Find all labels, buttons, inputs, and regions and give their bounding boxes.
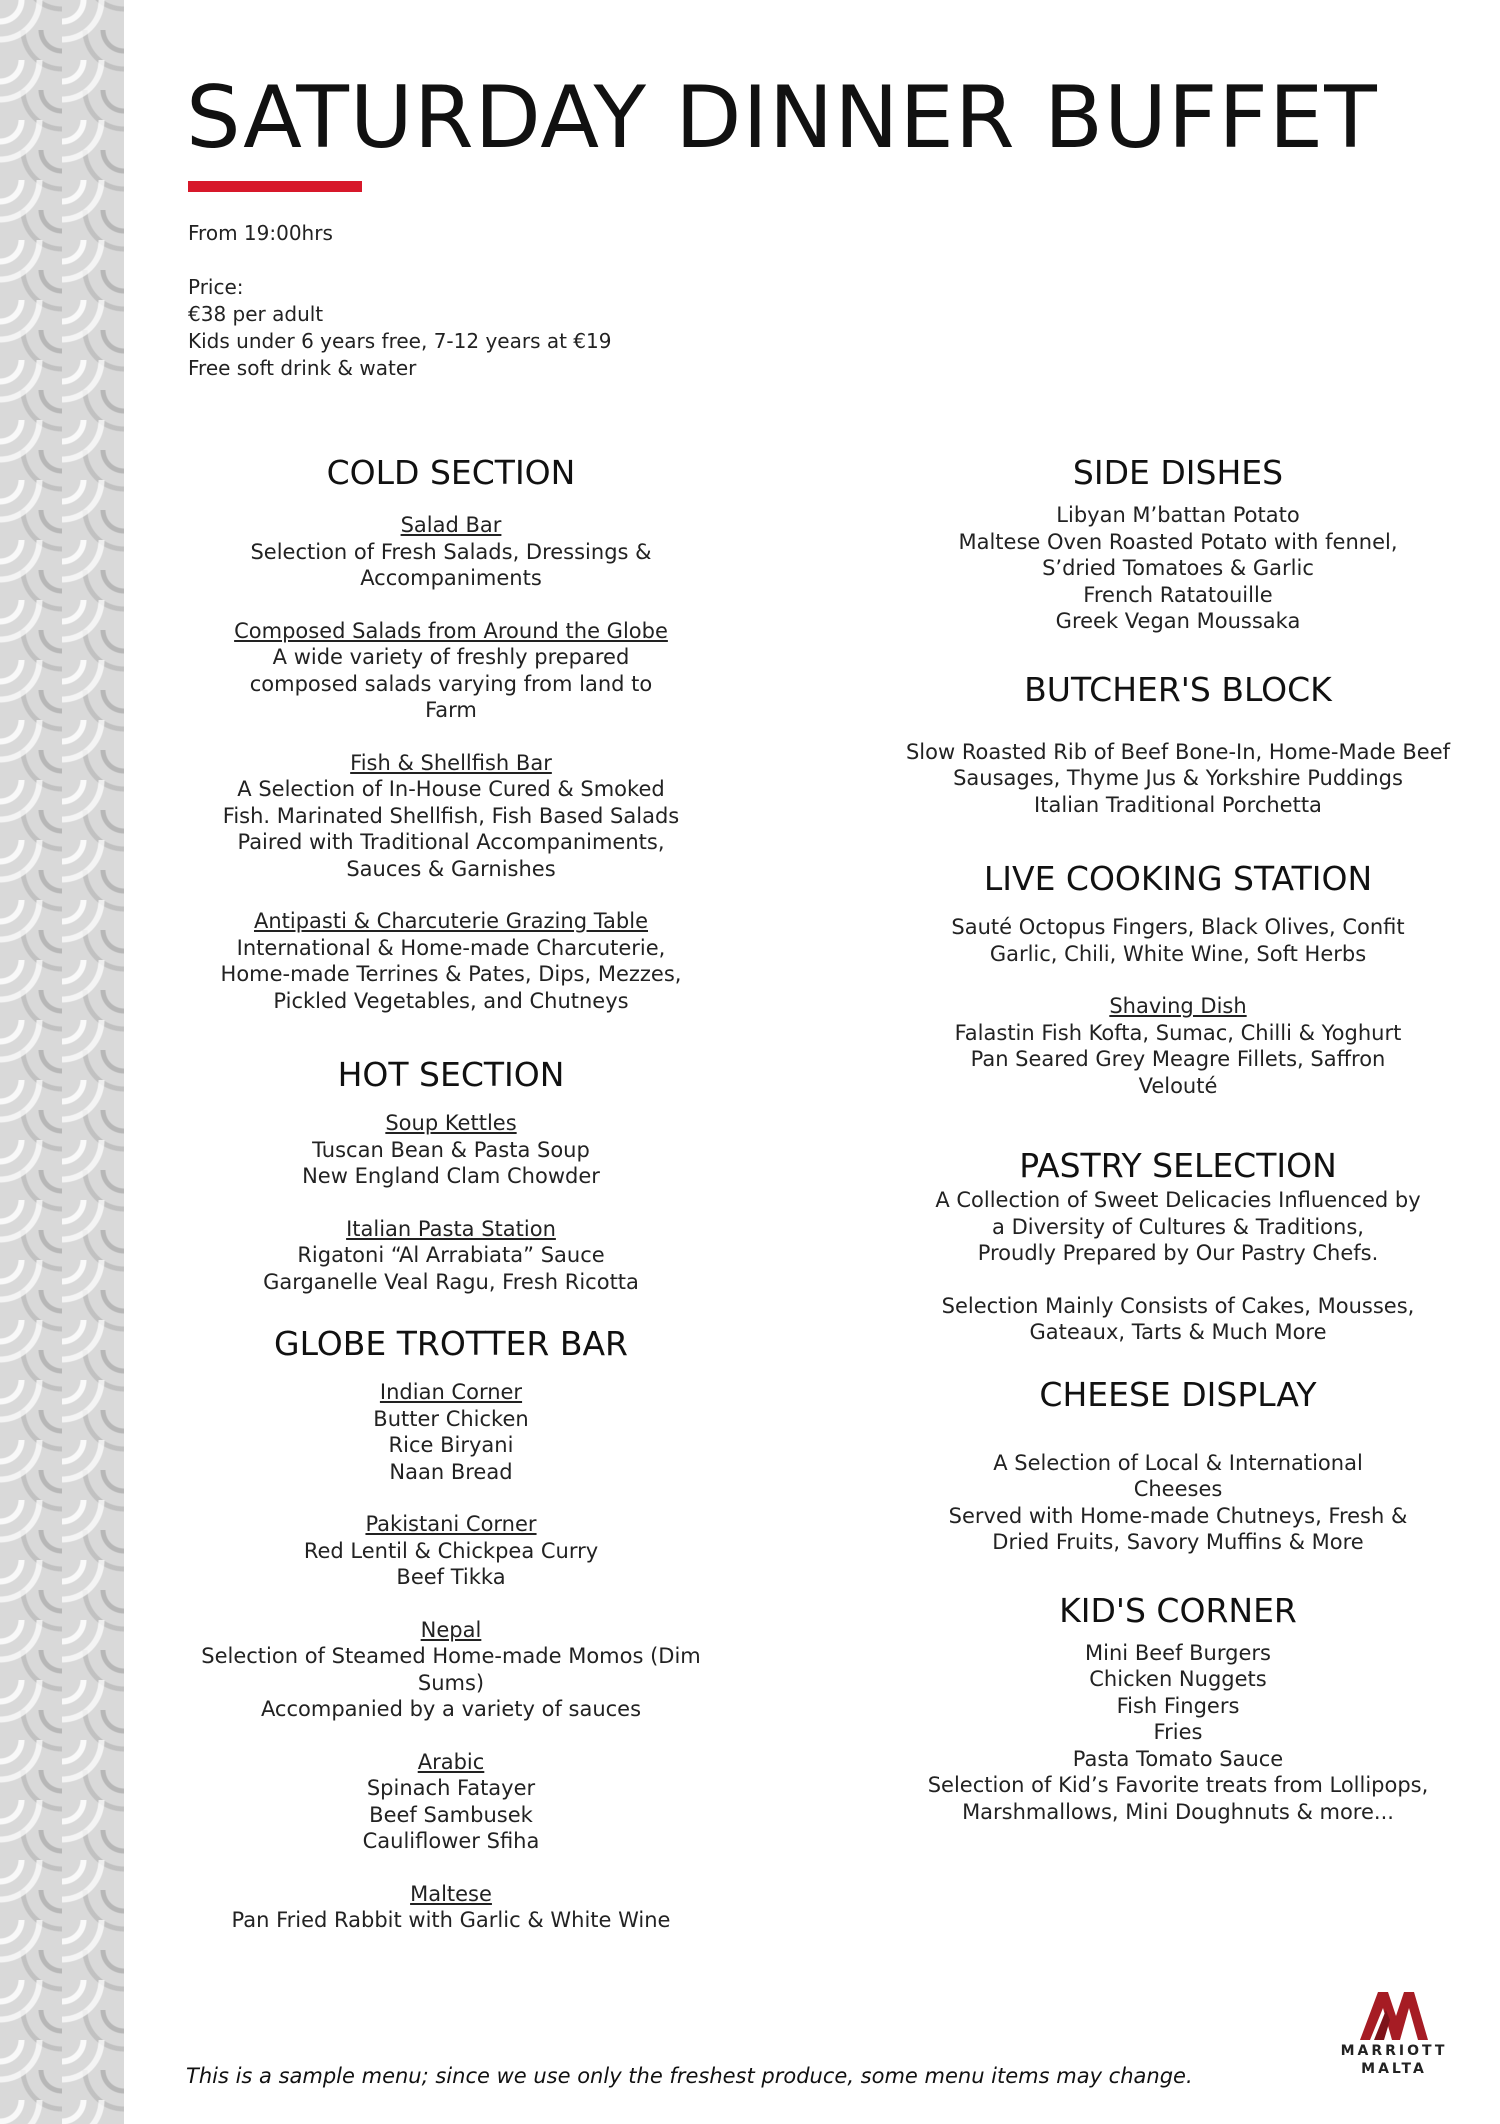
globe-trotter-heading: GLOBE TROTTER BAR <box>274 1324 628 1363</box>
arabic-title: Arabic <box>417 1749 485 1774</box>
live-cooking-heading: LIVE COOKING STATION <box>983 859 1373 898</box>
sample-menu-disclaimer: This is a sample menu; since we use only the freshest produce, some menu items may change. <box>186 2064 1193 2088</box>
logo-line-2: MALTA <box>1361 2061 1427 2077</box>
menu-line: Accompaniments <box>360 566 542 590</box>
menu-line: S’dried Tomatoes & Garlic <box>1042 556 1314 580</box>
menu-line: Slow Roasted Rib of Beef Bone-In, Home-Made Beef <box>905 739 1451 764</box>
indian-corner-title: Indian Corner <box>379 1380 523 1404</box>
menu-line: Pan Seared Grey Meagre Fillets, Saffron <box>970 1047 1386 1071</box>
menu-line: Pasta Tomato Sauce <box>1072 1746 1284 1771</box>
menu-line: Marshmallows, Mini Doughnuts & more... <box>962 1799 1394 1824</box>
menu-line: Libyan M’battan Potato <box>1056 503 1300 527</box>
menu-line: International & Home-made Charcuterie, <box>236 935 666 960</box>
menu-line: Gateaux, Tarts & Much More <box>1029 1320 1327 1344</box>
menu-line: Garlic, Chili, White Wine, Soft Herbs <box>989 941 1367 966</box>
menu-line: Sausages, Thyme Jus & Yorkshire Puddings <box>953 766 1403 790</box>
antipasti-title: Antipasti & Charcuterie Grazing Table <box>253 909 649 933</box>
drinks-info: Free soft drink & water <box>188 356 417 380</box>
menu-line: Selection of Steamed Home-made Momos (Dim <box>201 1644 701 1668</box>
menu-line: Sauté Octopus Fingers, Black Olives, Confit <box>951 915 1405 939</box>
menu-line: a Diversity of Cultures & Traditions, <box>992 1214 1364 1239</box>
side-dishes-heading: SIDE DISHES <box>1072 453 1284 492</box>
menu-line: Fish. Marinated Shellfish, Fish Based Salads <box>222 803 680 828</box>
menu-line: Falastin Fish Kofta, Sumac, Chilli & Yoghurt <box>954 1020 1402 1045</box>
salad-bar-title: Salad Bar <box>400 513 502 537</box>
marriott-m-icon <box>1356 1986 1432 2042</box>
menu-line: Pickled Vegetables, and Chutneys <box>273 988 629 1013</box>
cold-section-heading: COLD SECTION <box>326 453 576 492</box>
kids-corner-heading: KID'S CORNER <box>1059 1590 1297 1630</box>
menu-right-column <box>858 452 1498 1825</box>
cheese-display-heading: CHEESE DISPLAY <box>1039 1374 1317 1414</box>
adult-price: €38 per adult <box>188 302 324 326</box>
menu-line: Home-made Terrines & Pates, Dips, Mezzes, <box>220 962 682 986</box>
fish-bar-title: Fish & Shellfish Bar <box>350 750 552 775</box>
menu-line: Beef Tikka <box>396 1565 506 1589</box>
maltese-title: Maltese <box>410 1881 492 1906</box>
soup-kettles-title: Soup Kettles <box>385 1111 517 1135</box>
nepal-title: Nepal <box>420 1617 482 1642</box>
service-info <box>188 220 611 382</box>
marriott-malta-logo <box>1324 1986 1464 2086</box>
menu-line: Butter Chicken <box>373 1406 529 1431</box>
menu-line: A Selection of In-House Cured & Smoked <box>237 777 665 801</box>
kids-price: Kids under 6 years free, 7-12 years at €19 <box>188 329 612 353</box>
menu-line: Cauliflower Sfiha <box>362 1829 540 1853</box>
menu-line: Garganelle Veal Ragu, Fresh Ricotta <box>263 1269 639 1294</box>
pasta-station-title: Italian Pasta Station <box>346 1216 556 1241</box>
menu-line: Cheeses <box>1133 1477 1223 1501</box>
pastry-selection-heading: PASTRY SELECTION <box>1019 1146 1337 1185</box>
composed-salads-title: Composed Salads from Around the Globe <box>234 618 668 643</box>
menu-line: A Selection of Local & International <box>993 1450 1363 1475</box>
menu-line: A Collection of Sweet Delicacies Influenced by <box>935 1188 1421 1212</box>
pakistani-corner-title: Pakistani Corner <box>365 1512 537 1536</box>
menu-line: Selection of Kid’s Favorite treats from Lollipops, <box>927 1773 1429 1797</box>
butchers-block-heading: BUTCHER'S BLOCK <box>1024 669 1332 709</box>
menu-line: Rice Biryani <box>388 1433 514 1457</box>
menu-line: Tuscan Bean & Pasta Soup <box>312 1137 590 1162</box>
title-accent-bar <box>188 181 362 192</box>
menu-line: A wide variety of freshly prepared <box>272 645 630 669</box>
menu-line: Selection of Fresh Salads, Dressings & <box>250 539 652 564</box>
menu-line: Dried Fruits, Savory Muffins & More <box>992 1530 1364 1554</box>
shaving-dish-title: Shaving Dish <box>1109 994 1247 1018</box>
menu-line: Maltese Oven Roasted Potato with fennel, <box>958 529 1398 554</box>
menu-line: Selection Mainly Consists of Cakes, Mousses, <box>941 1293 1415 1318</box>
decorative-side-pattern <box>0 0 124 2124</box>
menu-line: Fish Fingers <box>1116 1693 1240 1718</box>
menu-line: Chicken Nuggets <box>1089 1667 1267 1691</box>
menu-line: Spinach Fatayer <box>366 1776 536 1800</box>
menu-line: Accompanied by a variety of sauces <box>260 1697 642 1721</box>
menu-line: Red Lentil & Chickpea Curry <box>303 1538 599 1563</box>
menu-line: Rigatoni “Al Arrabiata” Sauce <box>297 1243 605 1267</box>
menu-line: Fries <box>1153 1720 1203 1744</box>
menu-line: French Ratatouille <box>1083 582 1273 607</box>
menu-line: Italian Traditional Porchetta <box>1034 792 1322 817</box>
page-title: SATURDAY DINNER BUFFET <box>186 68 1378 168</box>
menu-line: Sums) <box>417 1670 485 1695</box>
menu-line: New England Clam Chowder <box>302 1164 600 1188</box>
menu-line: Paired with Traditional Accompaniments, <box>237 830 665 854</box>
menu-left-column <box>186 452 716 1934</box>
menu-line: Farm <box>425 698 477 722</box>
menu-line: Naan Bread <box>389 1459 513 1484</box>
menu-line: Pan Fried Rabbit with Garlic & White Wine <box>231 1908 671 1932</box>
menu-line: Sauces & Garnishes <box>346 856 556 881</box>
menu-line: composed salads varying from land to <box>249 671 653 696</box>
menu-line: Beef Sambusek <box>369 1802 533 1827</box>
menu-line: Velouté <box>1138 1073 1218 1098</box>
menu-line: Served with Home-made Chutneys, Fresh & <box>948 1503 1408 1528</box>
menu-line: Greek Vegan Moussaka <box>1055 609 1301 633</box>
service-time: From 19:00hrs <box>188 221 333 245</box>
logo-line-1: MARRIOTT <box>1340 2043 1448 2059</box>
hot-section-heading: HOT SECTION <box>337 1055 565 1094</box>
menu-line: Proudly Prepared by Our Pastry Chefs. <box>977 1241 1379 1265</box>
menu-line: Mini Beef Burgers <box>1085 1640 1271 1665</box>
price-label: Price: <box>188 275 244 299</box>
